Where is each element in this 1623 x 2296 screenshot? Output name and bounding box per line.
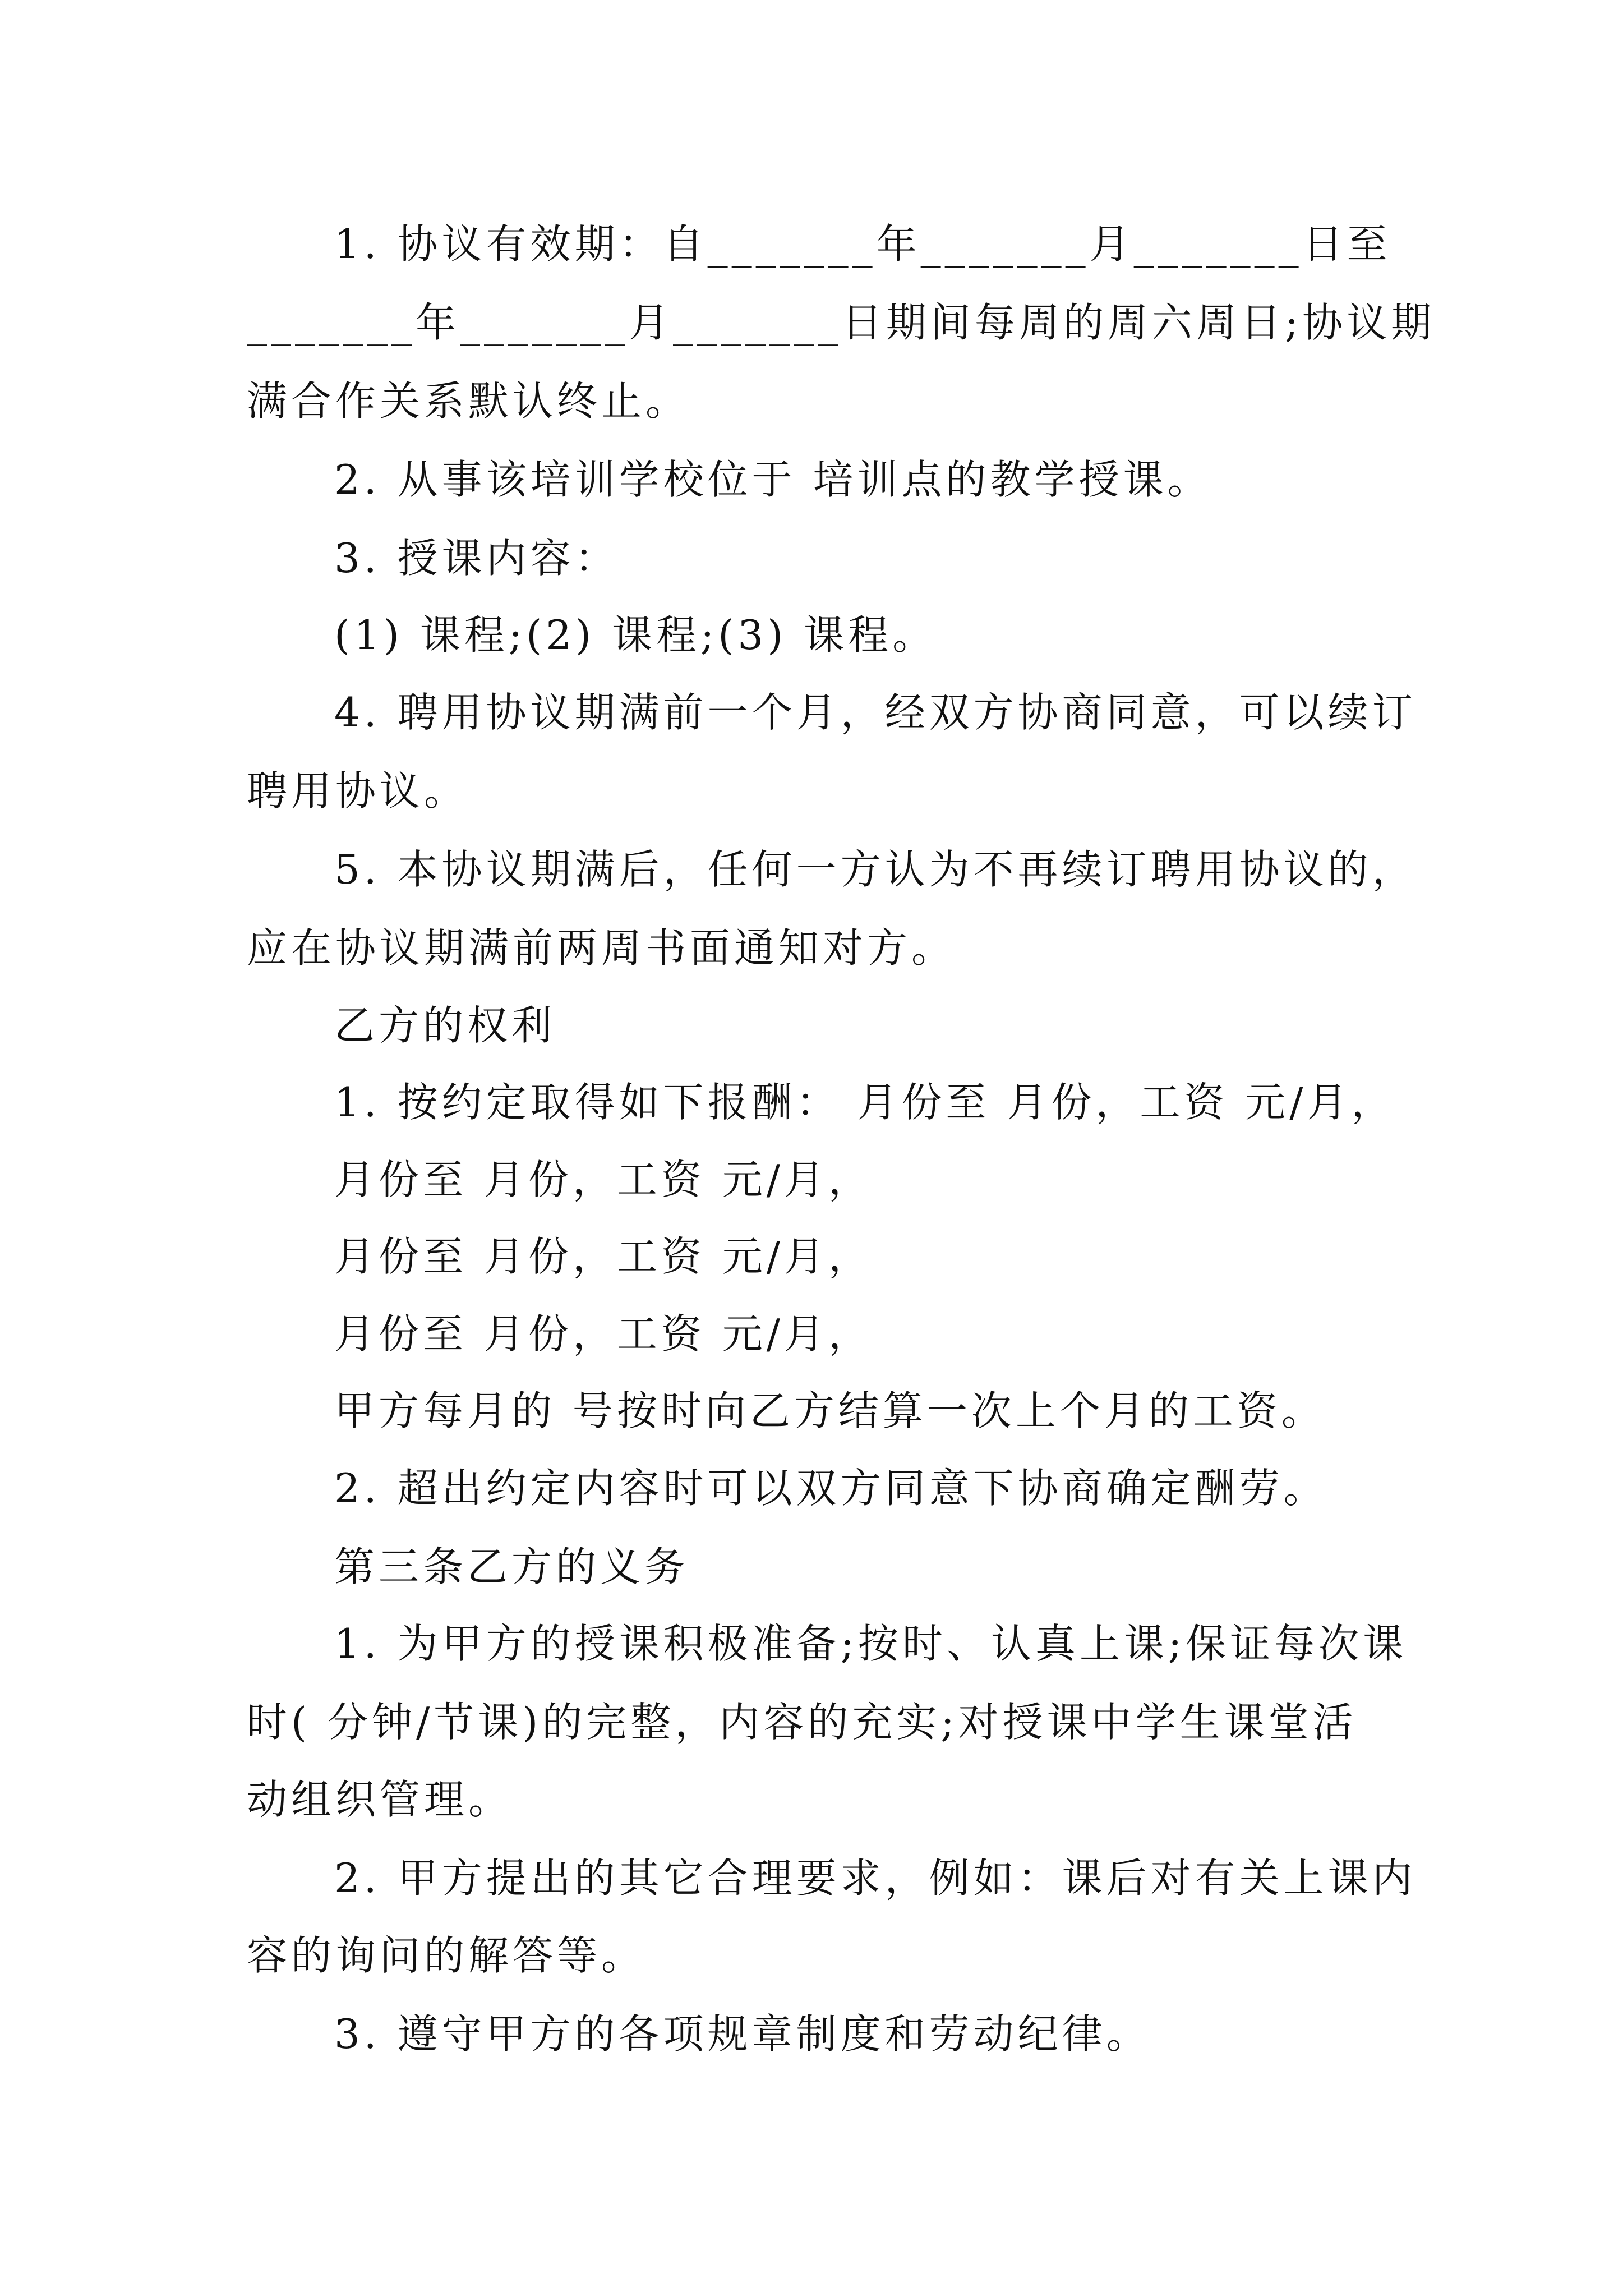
- text-line: 月份至 月份，工资 元/月，: [334, 1310, 873, 1358]
- text-line: _______年_______月_______日期间每周的周六周日;协议期: [247, 299, 1436, 346]
- text-line: 应在协议期满前两周书面通知对方。: [247, 924, 956, 972]
- text-line: 满合作关系默认终止。: [247, 378, 690, 425]
- text-line: 聘用协议。: [247, 767, 469, 815]
- text-line: 2. 甲方提出的其它合理要求，例如：课后对有关上课内: [334, 1855, 1417, 1902]
- text-line: 4. 聘用协议期满前一个月，经双方协商同意，可以续订: [334, 689, 1417, 736]
- text-line: (1) 课程;(2) 课程;(3) 课程。: [334, 611, 937, 659]
- section-heading: 第三条乙方的义务: [334, 1543, 689, 1590]
- text-line: 5. 本协议期满后，任何一方认为不再续订聘用协议的，: [334, 846, 1417, 893]
- section-heading: 乙方的权利: [334, 1002, 556, 1049]
- text-line: 2. 从事该培训学校位于 培训点的教学授课。: [334, 456, 1212, 503]
- text-line: 1. 按约定取得如下报酬： 月份至 月份，工资 元/月，: [334, 1079, 1396, 1126]
- text-line: 2. 超出约定内容时可以双方同意下协商确定酬劳。: [334, 1465, 1328, 1512]
- text-line: 1. 为甲方的授课积极准备;按时、认真上课;保证每次课: [334, 1620, 1408, 1667]
- text-line: 3. 遵守甲方的各项规章制度和劳动纪律。: [334, 2010, 1151, 2058]
- text-line: 3. 授课内容：: [334, 535, 619, 582]
- text-line: 甲方每月的 号按时向乙方结算一次上个月的工资。: [334, 1387, 1326, 1434]
- text-line: 容的询问的解答等。: [247, 1932, 646, 1979]
- text-line: 月份至 月份，工资 元/月，: [334, 1156, 873, 1203]
- text-line: 时( 分钟/节课)的完整，内容的充实;对授课中学生课堂活: [247, 1699, 1357, 1746]
- text-line: 月份至 月份，工资 元/月，: [334, 1233, 873, 1280]
- text-line: 1. 协议有效期：自_______年_______月_______日至: [334, 220, 1391, 268]
- text-line: 动组织管理。: [247, 1776, 513, 1823]
